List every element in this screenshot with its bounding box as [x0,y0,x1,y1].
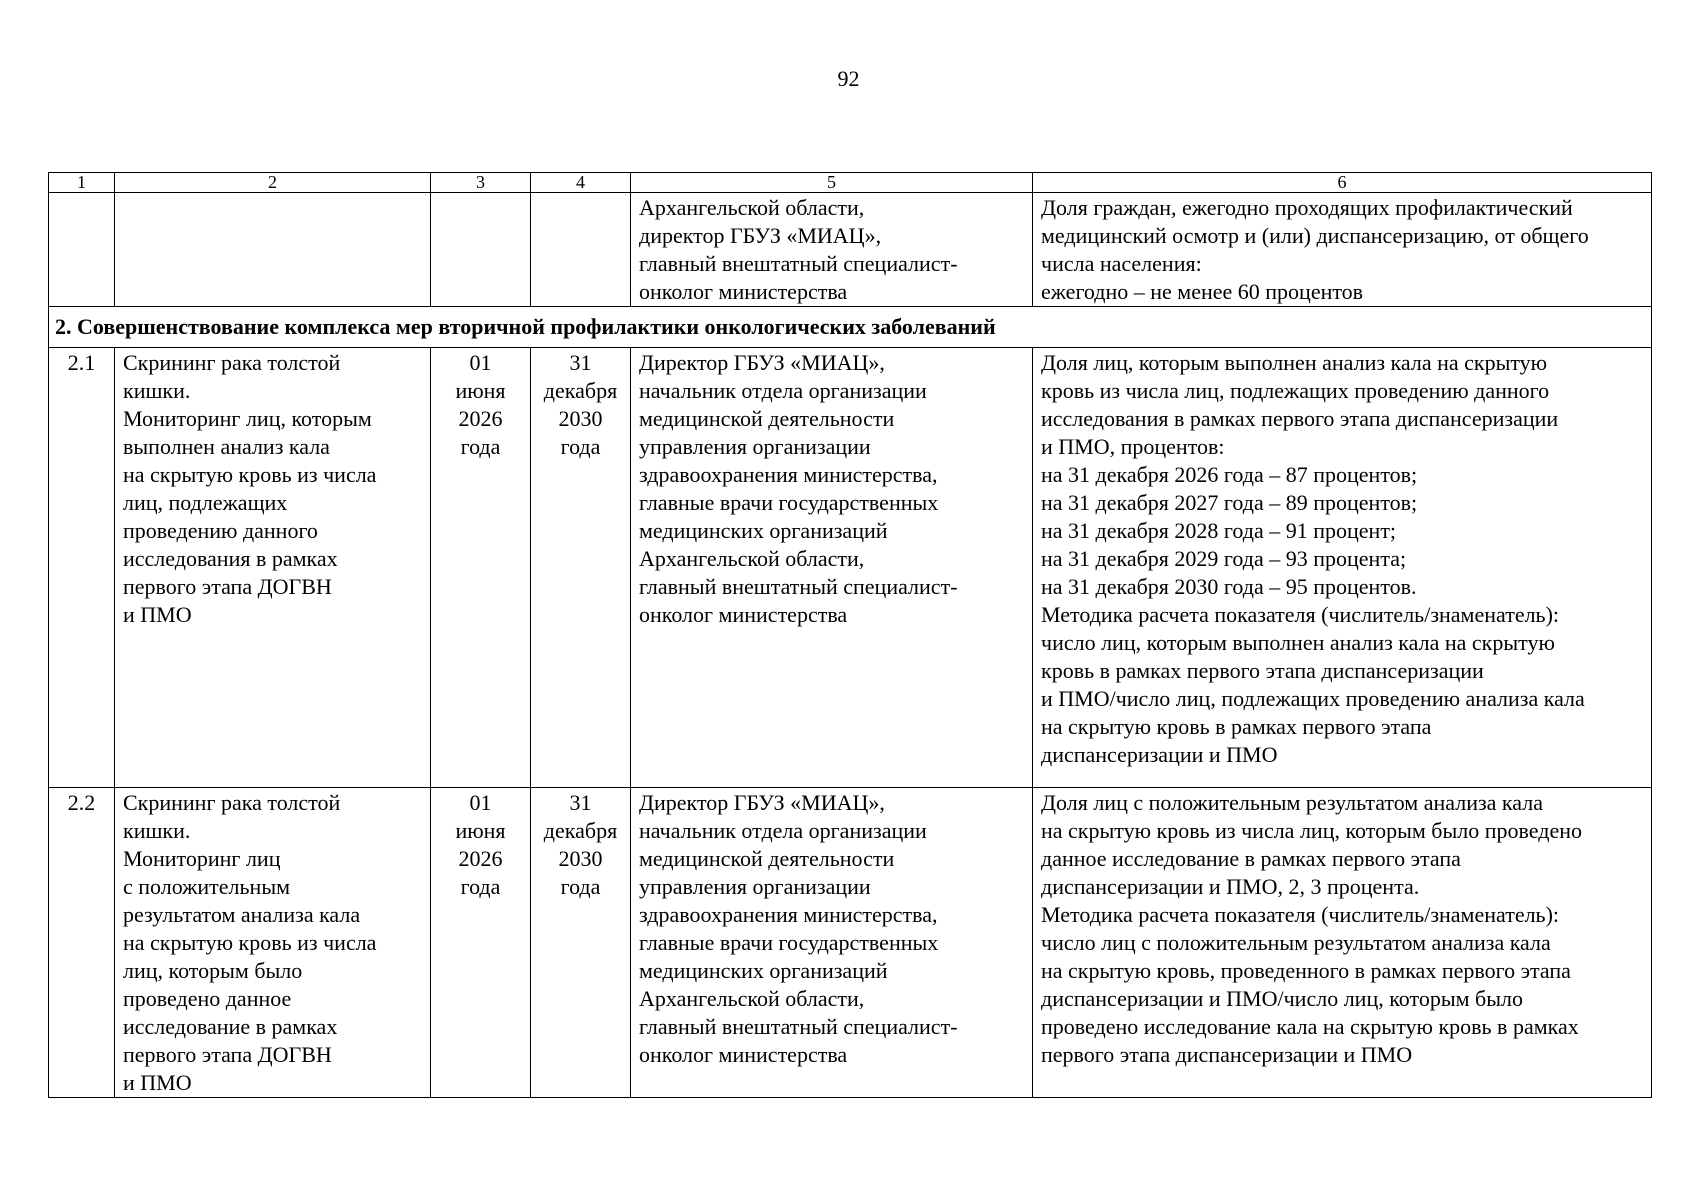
column-number-2: 2 [115,173,431,193]
column-number-row [49,173,1652,193]
cell-responsible: Директор ГБУЗ «МИАЦ», начальник отдела организации медицинской деятельности управления организации здравоохранения министерства, главные врачи государственных медицинских организаций Архангельской области, главный внештатный специалист- онколог министерства [631,348,1033,788]
cell-end-date: 31 декабря 2030 года [531,788,631,1098]
cell-number: 2.2 [49,788,115,1098]
cell-end-date: 31 декабря 2030 года [531,348,631,788]
cell-indicator: Доля граждан, ежегодно проходящих профилактический медицинский осмотр и (или) диспансеризацию, от общего числа населения: ежегодно – не менее 60 процентов [1033,193,1652,307]
cell-indicator: Доля лиц, которым выполнен анализ кала на скрытую кровь из числа лиц, подлежащих проведению данного исследования в рамках первого этапа диспансеризации и ПМО, процентов: на 31 декабря 2026 года – 87 процентов; на 31 декабря 2027 года – 89 процентов; на 31 декабря 2028 года – 91 процент; на 31 декабря 2029 года – 93 процента; на 31 декабря 2030 года – 95 процентов. Методика расчета показателя (числитель/знаменатель): число лиц, которым выполнен анализ кала на скрытую кровь в рамках первого этапа диспансеризации и ПМО/число лиц, подлежащих проведению анализа кала на скрытую кровь в рамках первого этапа диспансеризации и ПМО [1033,348,1652,788]
continuation-row [49,193,1652,307]
cell-number [49,193,115,307]
section-heading: 2. Совершенствование комплекса мер вторичной профилактики онкологических заболеваний [49,307,1652,348]
table-row [49,788,1652,1098]
cell-start-date [431,193,531,307]
section-heading-row [49,307,1652,348]
column-number-3: 3 [431,173,531,193]
cell-start-date: 01 июня 2026 года [431,788,531,1098]
column-number-4: 4 [531,173,631,193]
cell-indicator: Доля лиц с положительным результатом анализа кала на скрытую кровь из числа лиц, которым было проведено данное исследование в рамках первого этапа диспансеризации и ПМО, 2, 3 процента. Методика расчета показателя (числитель/знаменатель): число лиц с положительным результатом анализа кала на скрытую кровь, проведенного в рамках первого этапа диспансеризации и ПМО/число лиц, которым было проведено исследование кала на скрытую кровь в рамках первого этапа диспансеризации и ПМО [1033,788,1652,1098]
column-number-5: 5 [631,173,1033,193]
cell-end-date [531,193,631,307]
cell-description: Скрининг рака толстой кишки. Мониторинг лиц, которым выполнен анализ кала на скрытую кровь из числа лиц, подлежащих проведению данного исследования в рамках первого этапа ДОГВН и ПМО [115,348,431,788]
column-number-6: 6 [1033,173,1652,193]
column-number-1: 1 [49,173,115,193]
measures-table [48,172,1652,1098]
cell-start-date: 01 июня 2026 года [431,348,531,788]
cell-description: Скрининг рака толстой кишки. Мониторинг лиц с положительным результатом анализа кала на скрытую кровь из числа лиц, которым было проведено данное исследование в рамках первого этапа ДОГВН и ПМО [115,788,431,1098]
page-number: 92 [837,66,860,91]
table-row [49,348,1652,788]
cell-number: 2.1 [49,348,115,788]
cell-responsible: Директор ГБУЗ «МИАЦ», начальник отдела организации медицинской деятельности управления организации здравоохранения министерства, главные врачи государственных медицинских организаций Архангельской области, главный внештатный специалист- онколог министерства [631,788,1033,1098]
cell-responsible: Архангельской области, директор ГБУЗ «МИАЦ», главный внештатный специалист- онколог министерства [631,193,1033,307]
cell-description [115,193,431,307]
